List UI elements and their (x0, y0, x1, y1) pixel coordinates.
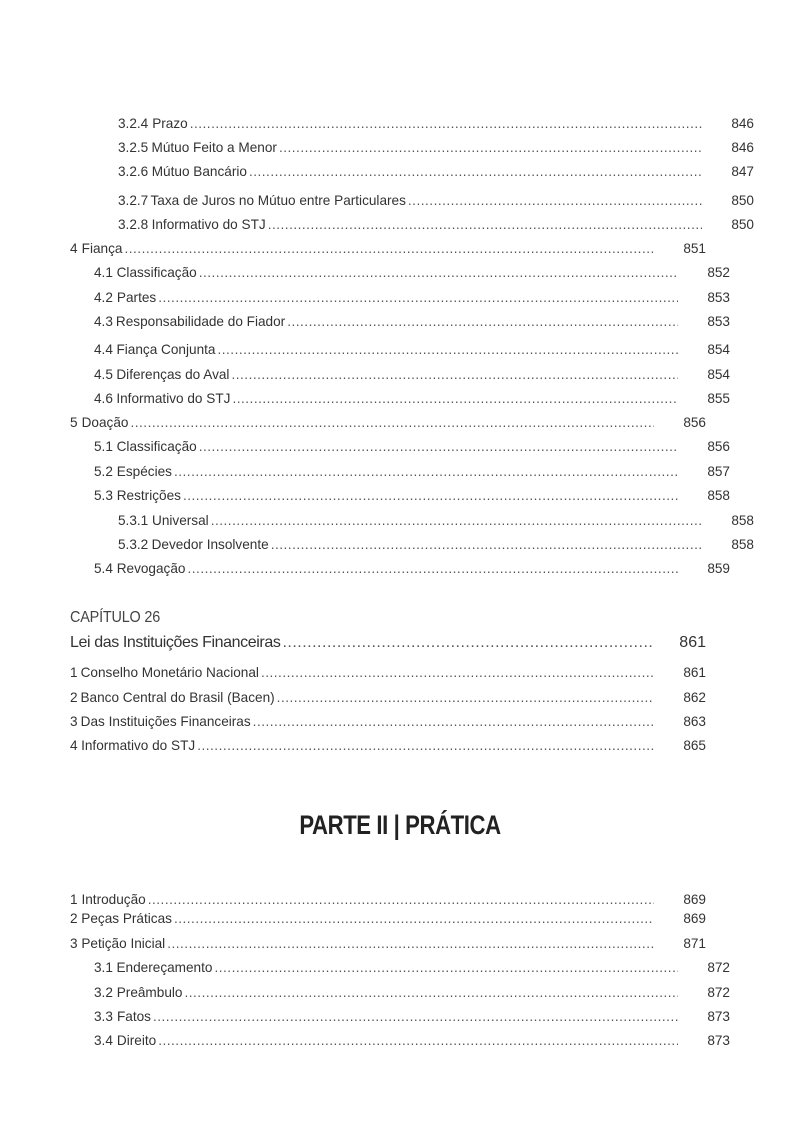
toc-entry-page-number: 858 (707, 488, 730, 503)
toc-entry-title: Direito (116, 1033, 157, 1048)
toc-entry-title: Restrições (116, 488, 181, 503)
toc-entry-number: 1 (70, 892, 78, 907)
dot-leader (211, 511, 702, 531)
toc-entry[interactable] (70, 486, 730, 506)
toc-entry[interactable] (70, 162, 754, 182)
toc-entry-page-number: 857 (707, 464, 730, 479)
dot-leader (167, 934, 654, 954)
toc-entry-page-number: 858 (731, 537, 754, 552)
toc-entry-title: Fatos (116, 1009, 151, 1024)
toc-entry[interactable] (70, 263, 730, 283)
chapter-label: CAPÍTULO 26 (70, 609, 161, 626)
toc-entry-page-number: 863 (683, 714, 706, 729)
dot-leader (279, 138, 702, 158)
toc-entry[interactable] (70, 712, 706, 732)
toc-entry-title: Prazo (152, 116, 188, 131)
toc-entry[interactable] (70, 535, 754, 555)
toc-entry-number: 3.4 (94, 1033, 113, 1048)
toc-entry-number: 5.3.1 (118, 513, 149, 528)
toc-entry-page-number: 847 (731, 164, 754, 179)
toc-entry[interactable] (70, 239, 706, 259)
toc-entry-page-number: 853 (707, 290, 730, 305)
toc-entry-page-number: 856 (707, 439, 730, 454)
toc-entry-page-number: 858 (731, 513, 754, 528)
toc-entry-title: Devedor Insolvente (151, 537, 269, 552)
toc-entry-page-number: 852 (707, 265, 730, 280)
dot-leader (249, 162, 702, 182)
toc-entry-number: 5.1 (94, 439, 113, 454)
dot-leader (268, 215, 702, 235)
toc-entry-number: 3 (70, 714, 78, 729)
toc-entry-number: 5 (70, 415, 78, 430)
toc-entry-title: Taxa de Juros no Mútuo entre Particulares (150, 193, 406, 208)
toc-entry[interactable] (70, 191, 754, 211)
dot-leader (158, 1031, 678, 1051)
toc-entry-number: 3.2.7 (118, 193, 149, 208)
toc-entry-page-number: 869 (683, 911, 706, 926)
toc-entry-number: 4 (70, 241, 78, 256)
chapter-page-number: 861 (679, 634, 706, 651)
toc-entry-page-number: 872 (707, 985, 730, 1000)
toc-entry[interactable] (70, 890, 706, 910)
toc-entry-page-number: 850 (731, 217, 754, 232)
dot-leader (184, 983, 678, 1003)
toc-entry[interactable] (70, 312, 730, 332)
toc-entry[interactable] (70, 909, 706, 929)
toc-entry-number: 4.4 (94, 342, 113, 357)
toc-entry-page-number: 855 (707, 391, 730, 406)
toc-entry[interactable] (70, 288, 730, 308)
toc-entry-title: Das Instituições Financeiras (80, 714, 251, 729)
part-heading: PARTE II | PRÁTICA (299, 810, 501, 840)
dot-leader (287, 312, 678, 332)
dot-leader (187, 559, 678, 579)
toc-entry-page-number: 850 (731, 193, 754, 208)
toc-entry-title: Universal (152, 513, 209, 528)
dot-leader (232, 389, 678, 409)
toc-entry-page-number: 873 (707, 1033, 730, 1048)
dot-leader (190, 114, 702, 134)
toc-entry-number: 4.1 (94, 265, 113, 280)
toc-entry[interactable] (70, 736, 706, 756)
toc-entry-title: Responsabilidade do Fiador (115, 314, 286, 329)
toc-entry-page-number: 851 (683, 241, 706, 256)
toc-entry-page-number: 871 (683, 936, 706, 951)
dot-leader (282, 633, 654, 653)
toc-entry[interactable] (70, 983, 730, 1003)
toc-entry-page-number: 869 (683, 892, 706, 907)
dot-leader (261, 663, 654, 683)
toc-entry[interactable] (70, 1007, 730, 1027)
toc-entry[interactable] (70, 215, 754, 235)
toc-entry-title: Doação (81, 415, 129, 430)
toc-entry[interactable] (70, 1031, 730, 1051)
dot-leader (277, 688, 654, 708)
toc-entry[interactable] (70, 365, 730, 385)
toc-entry-page-number: 846 (731, 140, 754, 155)
toc-entry-title: Revogação (116, 561, 186, 576)
toc-entry-title: Informativo do STJ (116, 391, 231, 406)
toc-entry-title: Mútuo Feito a Menor (151, 140, 277, 155)
dot-leader (174, 462, 678, 482)
toc-entry-number: 3.2 (94, 985, 113, 1000)
dot-leader (158, 288, 678, 308)
toc-entry[interactable] (70, 934, 706, 954)
toc-entry-number: 3 (70, 936, 78, 951)
toc-entry[interactable] (70, 340, 730, 360)
toc-entry[interactable] (70, 462, 730, 482)
toc-entry-number: 5.4 (94, 561, 113, 576)
dot-leader (408, 191, 702, 211)
toc-entry-title: Banco Central do Brasil (Bacen) (80, 690, 275, 705)
dot-leader (253, 712, 654, 732)
toc-entry-number: 4.3 (94, 314, 113, 329)
toc-entry-page-number: 856 (683, 415, 706, 430)
toc-entry-title: Endereçamento (116, 960, 213, 975)
toc-entry-page-number: 859 (707, 561, 730, 576)
toc-entry-page-number: 846 (731, 116, 754, 131)
dot-leader (217, 340, 678, 360)
toc-entry-title: Informativo do STJ (81, 738, 196, 753)
dot-leader (214, 958, 678, 978)
toc-entry-title: Fiança (81, 241, 123, 256)
toc-entry-page-number: 862 (683, 690, 706, 705)
dot-leader (124, 239, 654, 259)
toc-entry-number: 3.2.5 (118, 140, 149, 155)
toc-entry-number: 1 (70, 665, 78, 680)
toc-entry[interactable] (70, 663, 706, 683)
toc-entry[interactable] (70, 114, 754, 134)
dot-leader (153, 1007, 678, 1027)
toc-entry-title: Petição Inicial (81, 936, 166, 951)
toc-entry-title: Introdução (81, 892, 146, 907)
toc-entry-number: 4.5 (94, 367, 113, 382)
dot-leader (183, 486, 678, 506)
toc-entry[interactable] (70, 511, 754, 531)
toc-entry-number: 5.2 (94, 464, 113, 479)
dot-leader (271, 535, 702, 555)
toc-entry-title: Fiança Conjunta (116, 342, 216, 357)
toc-entry-title: Partes (116, 290, 157, 305)
dot-leader (148, 890, 654, 910)
chapter-title-row[interactable] (70, 633, 706, 653)
toc-entry-number: 2 (70, 690, 78, 705)
toc-entry-number: 4.2 (94, 290, 113, 305)
dot-leader (199, 263, 678, 283)
dot-leader (199, 437, 678, 457)
toc-entry-page-number: 865 (683, 738, 706, 753)
toc-entry-title: Classificação (116, 439, 197, 454)
toc-entry-title: Preâmbulo (116, 985, 183, 1000)
toc-entry-title: Espécies (116, 464, 172, 479)
toc-entry-title: Conselho Monetário Nacional (80, 665, 259, 680)
toc-entry[interactable] (70, 413, 706, 433)
toc-entry-page-number: 861 (683, 665, 706, 680)
toc-entry-title: Diferenças do Aval (116, 367, 230, 382)
dot-leader (174, 909, 654, 929)
toc-entry-number: 3.2.6 (118, 164, 149, 179)
toc-entry-title: Informativo do STJ (151, 217, 266, 232)
dot-leader (130, 413, 654, 433)
toc-entry-number: 4 (70, 738, 78, 753)
toc-entry-number: 3.2.4 (118, 116, 149, 131)
toc-entry[interactable] (70, 688, 706, 708)
toc-entry[interactable] (70, 559, 730, 579)
toc-entry-number: 3.2.8 (118, 217, 149, 232)
toc-entry-title: Mútuo Bancário (151, 164, 247, 179)
toc-entry-page-number: 853 (707, 314, 730, 329)
toc-entry[interactable] (70, 389, 730, 409)
dot-leader (231, 365, 678, 385)
toc-entry-number: 2 (70, 911, 78, 926)
toc-entry-title: Classificação (116, 265, 197, 280)
toc-entry-number: 4.6 (94, 391, 113, 406)
toc-entry-page-number: 854 (707, 367, 730, 382)
toc-entry-title: Peças Práticas (81, 911, 172, 926)
toc-entry-page-number: 873 (707, 1009, 730, 1024)
toc-entry[interactable] (70, 437, 730, 457)
toc-entry-number: 3.3 (94, 1009, 113, 1024)
toc-entry-page-number: 854 (707, 342, 730, 357)
toc-entry[interactable] (70, 958, 730, 978)
toc-entry-number: 3.1 (94, 960, 113, 975)
toc-entry-page-number: 872 (707, 960, 730, 975)
toc-entry[interactable] (70, 138, 754, 158)
toc-entry-number: 5.3.2 (118, 537, 149, 552)
dot-leader (197, 736, 654, 756)
toc-entry-number: 5.3 (94, 488, 113, 503)
chapter-title: Lei das Instituições Financeiras (70, 634, 281, 651)
